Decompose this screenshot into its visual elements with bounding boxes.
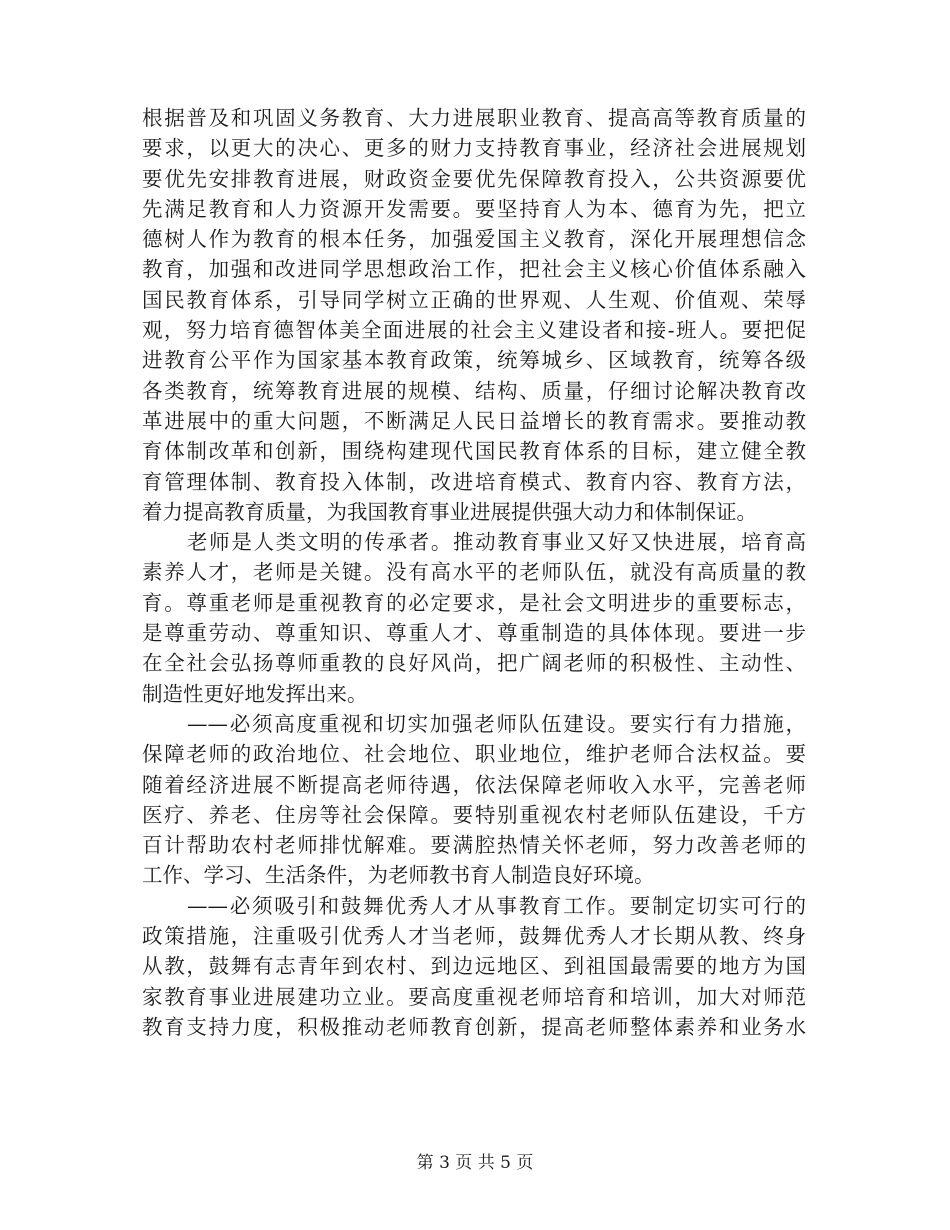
text-line: 各类教育，统筹教育进展的规模、结构、质量，仔细讨论解决教育改 bbox=[142, 378, 806, 403]
page-footer: 第 3 页 共 5 页 bbox=[416, 1153, 534, 1173]
text-line: ——必须吸引和鼓舞优秀人才从事教育工作。要制定切实可行的 bbox=[187, 893, 806, 918]
text-line: 制造性更好地发挥出来。 bbox=[142, 681, 368, 706]
text-line: 育。尊重老师是重视教育的必定要求，是社会文明进步的重要标志， bbox=[142, 590, 806, 615]
text-line: 从教，鼓舞有志青年到农村、到边远地区、到祖国最需要的地方为国 bbox=[142, 954, 806, 979]
text-line: 育管理体制、教育投入体制，改进培育模式、教育内容、教育方法， bbox=[142, 469, 806, 494]
text-line: 教育支持力度，积极推动老师教育创新，提高老师整体素养和业务水 bbox=[142, 1014, 806, 1039]
text-line: ——必须高度重视和切实加强老师队伍建设。要实行有力措施， bbox=[187, 711, 806, 736]
text-line: 在全社会弘扬尊师重教的良好风尚，把广阔老师的积极性、主动性、 bbox=[142, 651, 806, 676]
text-line: 教育，加强和改进同学思想政治工作，把社会主义核心价值体系融入 bbox=[142, 257, 806, 282]
text-line: 观，努力培育德智体美全面进展的社会主义建设者和接-班人。要把促 bbox=[142, 318, 806, 343]
text-line: 百计帮助农村老师排忧解难。要满腔热情关怀老师，努力改善老师的 bbox=[142, 833, 806, 858]
text-line: 老师是人类文明的传承者。推动教育事业又好又快进展，培育高 bbox=[187, 530, 806, 555]
text-line: 医疗、养老、住房等社会保障。要特别重视农村老师队伍建设，千方 bbox=[142, 802, 806, 827]
text-line: 先满足教育和人力资源开发需要。要坚持育人为本、德育为先，把立 bbox=[142, 196, 806, 221]
text-line: 国民教育体系，引导同学树立正确的世界观、人生观、价值观、荣辱 bbox=[142, 287, 806, 312]
text-line: 家教育事业进展建功立业。要高度重视老师培育和培训，加大对师范 bbox=[142, 984, 806, 1009]
text-line: 是尊重劳动、尊重知识、尊重人才、尊重制造的具体体现。要进一步 bbox=[142, 621, 806, 646]
text-line: 保障老师的政治地位、社会地位、职业地位，维护老师合法权益。要 bbox=[142, 742, 806, 767]
text-line: 素养人才，老师是关键。没有高水平的老师队伍，就没有高质量的教 bbox=[142, 560, 806, 585]
text-line: 着力提高教育质量，为我国教育事业进展提供强大动力和体制保证。 bbox=[142, 499, 757, 524]
text-line: 进教育公平作为国家基本教育政策，统筹城乡、区域教育，统筹各级 bbox=[142, 348, 806, 373]
text-line: 育体制改革和创新，围绕构建现代国民教育体系的目标，建立健全教 bbox=[142, 439, 806, 464]
text-line: 德树人作为教育的根本任务，加强爱国主义教育，深化开展理想信念 bbox=[142, 227, 806, 252]
document-body bbox=[142, 103, 806, 1042]
text-line: 革进展中的重大问题，不断满足人民日益增长的教育需求。要推动教 bbox=[142, 408, 806, 433]
text-line: 随着经济进展不断提高老师待遇，依法保障老师收入水平，完善老师 bbox=[142, 772, 806, 797]
text-line: 根据普及和巩固义务教育、大力进展职业教育、提高高等教育质量的 bbox=[142, 106, 806, 130]
text-line: 要优先安排教育进展，财政资金要优先保障教育投入，公共资源要优 bbox=[142, 166, 806, 191]
text-line: 政策措施，注重吸引优秀人才当老师，鼓舞优秀人才长期从教、终身 bbox=[142, 924, 806, 949]
text-line: 工作、学习、生活条件，为老师教书育人制造良好环境。 bbox=[142, 863, 655, 888]
text-line: 要求，以更大的决心、更多的财力支持教育事业，经济社会进展规划 bbox=[142, 136, 806, 161]
